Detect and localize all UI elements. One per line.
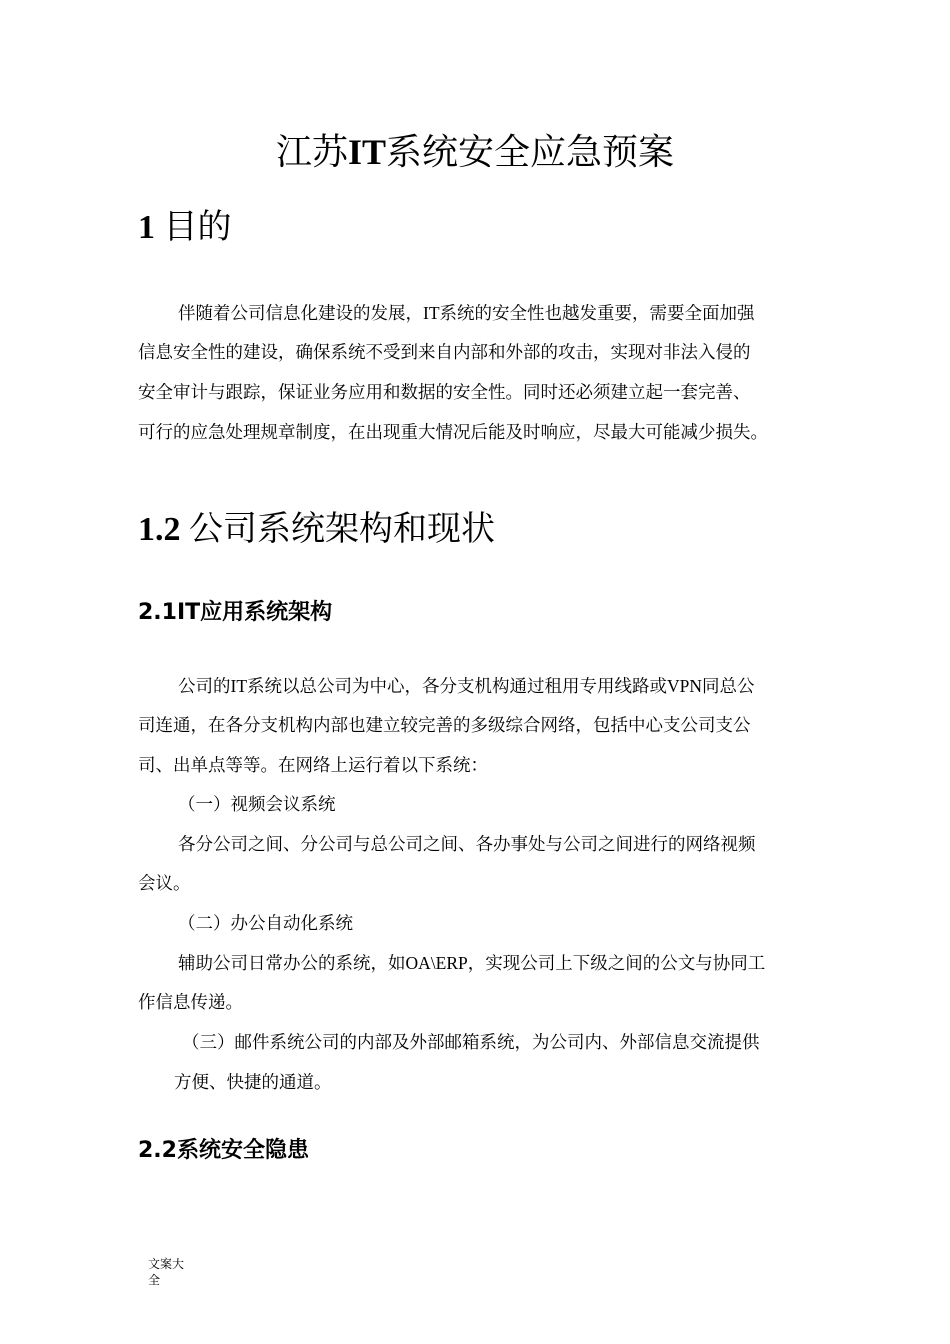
footer-line: 全	[148, 1273, 161, 1287]
paragraph-line: 伴随着公司信息化建设的发展，IT系统的安全性也越发重要，需要全面加强	[178, 303, 755, 323]
paragraph-line: 作信息传递。	[138, 992, 243, 1012]
list-item-heading: （二）办公自动化系统	[178, 913, 353, 933]
title-suffix: 系统安全应急预案	[386, 132, 675, 172]
title-bold: IT	[347, 132, 387, 172]
section-1-2-number: 1.2	[138, 511, 181, 548]
list-item-heading: （一）视频会议系统	[178, 794, 336, 814]
section-1-title: 目的	[163, 209, 232, 246]
section-1-number: 1	[138, 209, 155, 246]
paragraph-line: 信息安全性的建设，确保系统不受到来自内部和外部的攻击，实现对非法入侵的	[138, 342, 751, 362]
section-1-2-title: 公司系统架构和现状	[189, 511, 495, 548]
paragraph-line: 司连通，在各分支机构内部也建立较完善的多级综合网络，包括中心支公司支公	[138, 715, 751, 735]
page-footer	[148, 1256, 184, 1288]
title-prefix: 江苏	[275, 132, 348, 172]
section-1-heading	[138, 206, 232, 250]
paragraph-line: 辅助公司日常办公的系统，如OA\ERP，实现公司上下级之间的公文与协同工	[178, 953, 766, 973]
paragraph-line: 安全审计与跟踪，保证业务应用和数据的安全性。同时还必须建立起一套完善、	[138, 382, 751, 402]
section-2-1-heading: 2.1IT应用系统架构	[138, 600, 333, 625]
paragraph-line: 方便、快捷的通道。	[174, 1072, 332, 1092]
section-1-2-heading	[138, 508, 495, 552]
paragraph-line: 公司的IT系统以总公司为中心，各分支机构通过租用专用线路或VPN同总公	[178, 676, 755, 696]
footer-line: 文案大	[148, 1257, 185, 1271]
section-2-2-heading: 2.2系统安全隐患	[138, 1138, 309, 1163]
paragraph-line: 各分公司之间、分公司与总公司之间、各办事处与公司之间进行的网络视频	[178, 834, 756, 854]
paragraph-line: 可行的应急处理规章制度，在出现重大情况后能及时响应，尽最大可能减少损失。	[138, 422, 768, 442]
paragraph-line: （三）邮件系统公司的内部及外部邮箱系统，为公司内、外部信息交流提供	[182, 1032, 760, 1052]
paragraph-line: 会议。	[138, 873, 191, 893]
paragraph-line: 司、出单点等等。在网络上运行着以下系统：	[138, 755, 488, 775]
document-title	[0, 128, 950, 176]
